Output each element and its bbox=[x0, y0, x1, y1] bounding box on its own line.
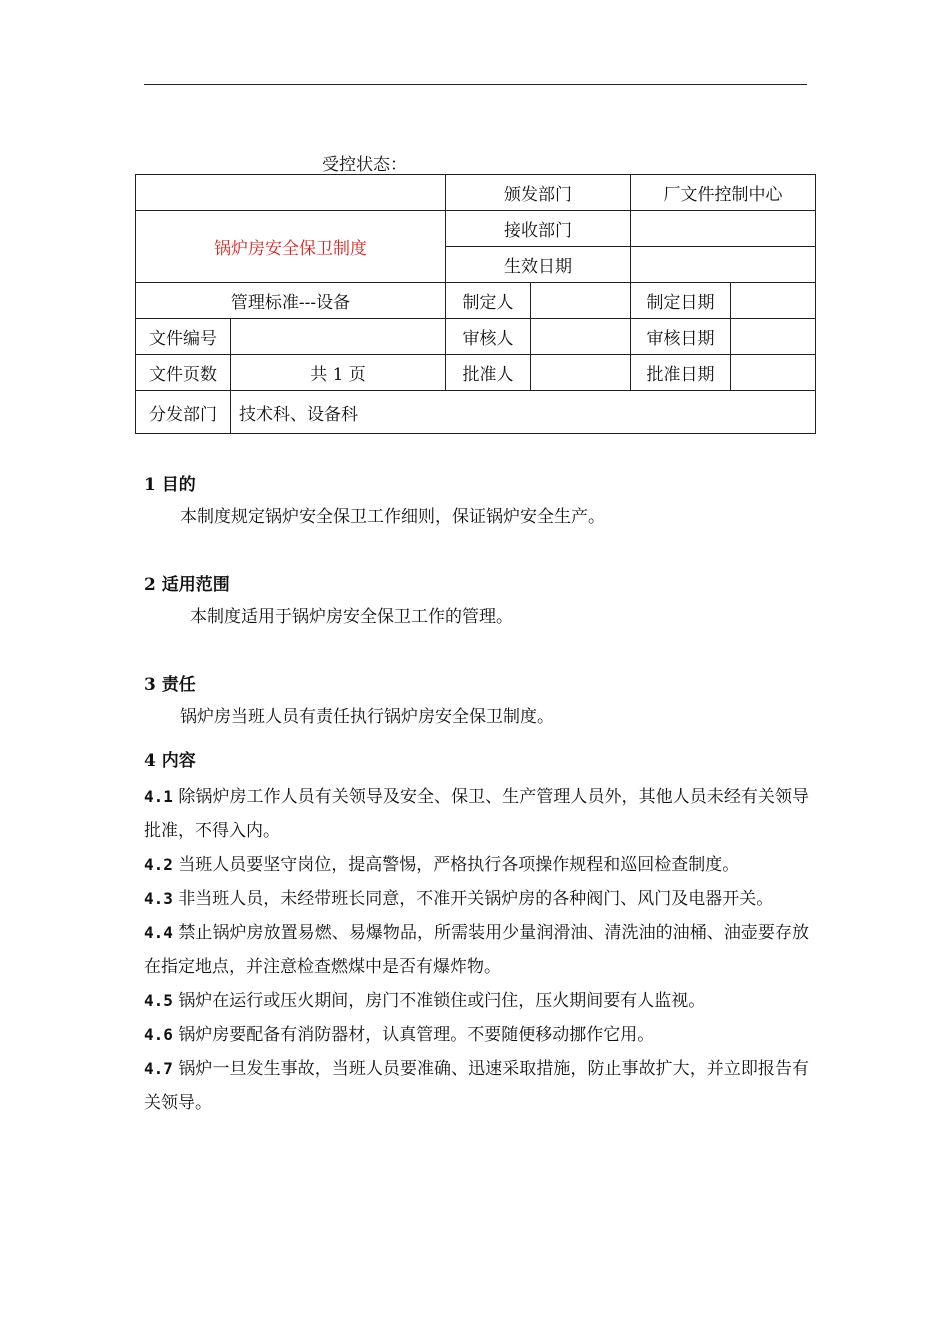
drafter-value bbox=[531, 283, 631, 319]
draft-date-value bbox=[731, 283, 816, 319]
doc-no-value bbox=[231, 319, 446, 355]
section-scope bbox=[144, 570, 809, 634]
section-paragraph: 本制度适用于锅炉房安全保卫工作的管理。 bbox=[190, 607, 513, 627]
approver-value bbox=[531, 355, 631, 391]
item-text: 锅炉一旦发生事故，当班人员要准确、迅速采取措施，防止事故扩大，并立即报告有关领导。 bbox=[144, 1059, 809, 1113]
section-heading: 4 内容 bbox=[144, 751, 196, 771]
section-heading: 3 责任 bbox=[144, 675, 196, 695]
section-purpose bbox=[144, 470, 809, 534]
document-header-table bbox=[135, 174, 816, 434]
header-rule bbox=[144, 84, 807, 85]
reviewer-label: 审核人 bbox=[446, 319, 531, 355]
section-paragraph: 锅炉房当班人员有责任执行锅炉房安全保卫制度。 bbox=[180, 707, 554, 727]
section-heading: 1 目的 bbox=[144, 475, 196, 495]
item-number: 4.6 bbox=[144, 1025, 173, 1044]
item-number: 4.2 bbox=[144, 855, 173, 874]
item-number: 4.7 bbox=[144, 1059, 173, 1078]
review-date-value bbox=[731, 319, 816, 355]
reviewer-value bbox=[531, 319, 631, 355]
document-title: 锅炉房安全保卫制度 bbox=[136, 211, 446, 283]
receive-dept-label: 接收部门 bbox=[446, 211, 631, 247]
receive-dept-value bbox=[631, 211, 816, 247]
item-number: 4.3 bbox=[144, 889, 173, 908]
pages-label: 文件页数 bbox=[136, 355, 231, 391]
blank-cell bbox=[136, 175, 446, 211]
section-responsibility bbox=[144, 670, 809, 734]
issue-dept-value: 厂文件控制中心 bbox=[631, 175, 816, 211]
distribution-value: 技术科、设备科 bbox=[231, 391, 816, 434]
effective-date-value bbox=[631, 247, 816, 283]
effective-date-label: 生效日期 bbox=[446, 247, 631, 283]
approve-date-value bbox=[731, 355, 816, 391]
list-item bbox=[144, 1018, 809, 1052]
drafter-label: 制定人 bbox=[446, 283, 531, 319]
item-text: 非当班人员，未经带班长同意，不准开关锅炉房的各种阀门、风门及电器开关。 bbox=[178, 889, 774, 909]
document-category: 管理标准---设备 bbox=[136, 283, 446, 319]
review-date-label: 审核日期 bbox=[631, 319, 731, 355]
section-paragraph: 本制度规定锅炉安全保卫工作细则，保证锅炉安全生产。 bbox=[180, 507, 605, 527]
document-body bbox=[144, 470, 809, 1156]
section-heading: 2 适用范围 bbox=[144, 575, 230, 595]
approve-date-label: 批准日期 bbox=[631, 355, 731, 391]
draft-date-label: 制定日期 bbox=[631, 283, 731, 319]
list-item bbox=[144, 984, 809, 1018]
item-text: 锅炉房要配备有消防器材，认真管理。不要随便移动挪作它用。 bbox=[178, 1025, 655, 1045]
pages-value: 共 1 页 bbox=[231, 355, 446, 391]
issue-dept-label: 颁发部门 bbox=[446, 175, 631, 211]
list-item bbox=[144, 780, 809, 848]
list-item bbox=[144, 916, 809, 984]
item-number: 4.5 bbox=[144, 991, 173, 1010]
doc-no-label: 文件编号 bbox=[136, 319, 231, 355]
distribution-label: 分发部门 bbox=[136, 391, 231, 434]
item-text: 当班人员要坚守岗位，提高警惕，严格执行各项操作规程和巡回检查制度。 bbox=[178, 855, 740, 875]
item-text: 禁止锅炉房放置易燃、易爆物品，所需装用少量润滑油、清洗油的油桶、油壶要存放在指定地点，并注意检查燃煤中是否有爆炸物。 bbox=[144, 923, 809, 977]
section-content bbox=[144, 746, 809, 1120]
list-item bbox=[144, 882, 809, 916]
item-number: 4.1 bbox=[144, 787, 173, 806]
approver-label: 批准人 bbox=[446, 355, 531, 391]
item-number: 4.4 bbox=[144, 923, 173, 942]
item-text: 锅炉在运行或压火期间，房门不准锁住或闩住，压火期间要有人监视。 bbox=[178, 991, 706, 1011]
item-text: 除锅炉房工作人员有关领导及安全、保卫、生产管理人员外，其他人员未经有关领导批准，不得入内。 bbox=[144, 787, 809, 841]
list-item bbox=[144, 1052, 809, 1120]
control-status-label: 受控状态： bbox=[322, 155, 407, 175]
list-item bbox=[144, 848, 809, 882]
